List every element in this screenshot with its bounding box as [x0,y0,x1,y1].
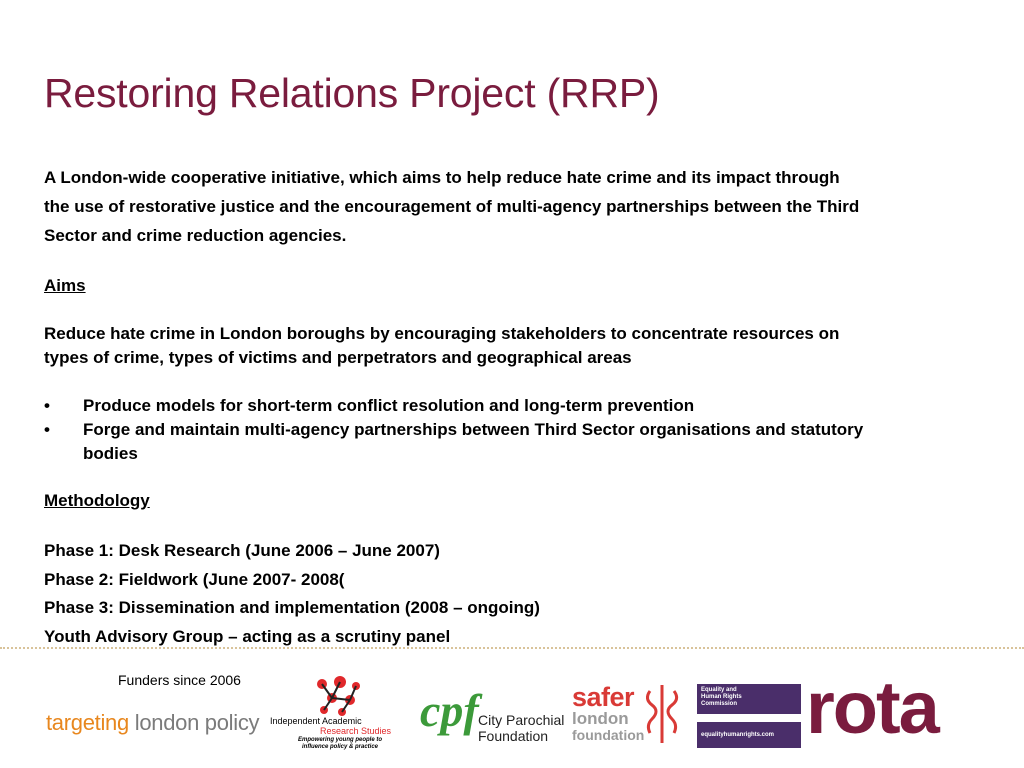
iars-logo-line1: Independent Academic [270,716,362,726]
iars-logo-tagline: Empowering young people to influence policy & practice [298,737,382,750]
intro-paragraph: A London-wide cooperative initiative, which aims to help reduce hate crime and its impact through the use of restorative justice and the encouragement of multi-agency partnerships between the Third Sector and crime reduction agencies. [44,168,860,245]
iars-logo-line2: Research Studies [320,726,392,736]
phase-item: Phase 3: Dissemination and implementation (2008 – ongoing) [44,598,540,617]
safer-logo-line3: foundation [572,727,645,743]
ehrc-logo [697,684,801,748]
ehrc-logo-top-text: Equality and Human Rights Commission [701,687,742,707]
rota-logo: rota [806,666,938,749]
bullet-icon: • [44,420,50,439]
aims-bullet-item [44,394,864,418]
cpf-logo [420,685,565,748]
ehrc-logo-url: equalityhumanrights.com [701,732,775,738]
phases-list [44,537,864,651]
phase-item: Phase 1: Desk Research (June 2006 – June 2007) [44,541,440,560]
iars-figure-icon [310,676,370,720]
cpf-logo-name [478,712,564,744]
funders-label: Funders since 2006 [118,672,241,688]
cpf-logo-mark: cpf [420,685,479,736]
aims-paragraph: Reduce hate crime in London boroughs by encouraging stakeholders to concentrate resources on types of crime, types of victims and perpetrators and geographical areas [44,324,840,367]
safer-london-logo [570,683,685,747]
footer-divider [0,647,1024,649]
ehrc-logo-bottom-block [697,722,801,748]
methodology-heading: Methodology [44,491,150,510]
iars-logo [270,676,418,748]
tlp-logo-part1: targeting [46,710,129,735]
aims-bullet-item [44,418,864,466]
aims-bullet-text: Forge and maintain multi-agency partnerships between Third Sector organisations and statutory bodies [83,420,864,463]
aims-bullet-list [44,394,864,466]
cpf-logo-line2: Foundation [478,728,549,744]
safer-logo-line1: safer [572,682,635,712]
cpf-logo-line1: City Parochial [478,712,565,728]
safer-emblem-icon [642,683,682,745]
slide-title: Restoring Relations Project (RRP) [44,70,660,116]
aims-heading: Aims [44,276,86,295]
targeting-london-policy-logo [46,710,259,736]
aims-bullet-text: Produce models for short-term conflict resolution and long-term prevention [83,396,695,415]
ehrc-logo-top-block [697,684,801,714]
phase-item: Youth Advisory Group – acting as a scrutiny panel [44,626,451,646]
tlp-logo-part2: london policy [128,710,260,735]
bullet-icon: • [44,396,50,415]
phase-item: Phase 2: Fieldwork (June 2007- 2008( [44,569,345,589]
safer-logo-line2: london [572,709,629,728]
